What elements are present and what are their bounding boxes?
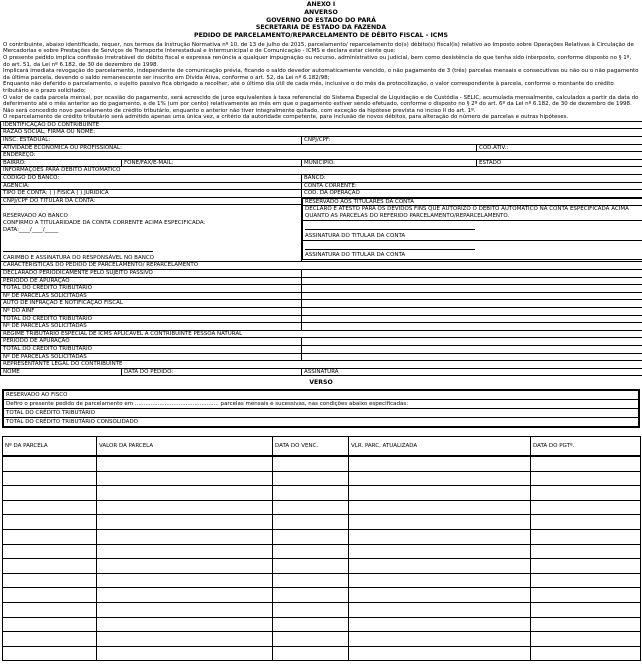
account-field[interactable]: CONTA CORRENTE: — [302, 182, 642, 190]
holder-signature-label: ASSINATURA DO TITULAR DA CONTA — [305, 233, 405, 239]
period-value[interactable] — [302, 277, 642, 285]
table-cell[interactable] — [531, 515, 641, 530]
table-cell[interactable] — [349, 471, 531, 486]
table-cell[interactable] — [349, 588, 531, 603]
infraction-label: AUTO DE INFRAÇÃO E NOTIFICAÇÃO FISCAL — [1, 300, 302, 308]
special-regime-label: REGIME TRIBUTÁRIO ESPECIAL DE ICMS APLICÁVEL A CONTRIBUINTE PESSOA NATURAL — [1, 330, 642, 338]
total-credit-value[interactable] — [302, 345, 642, 353]
date-field[interactable]: DATA:____/____/_____ — [3, 227, 299, 234]
holder-cnpj-field[interactable]: CNPJ/CPF DO TITULAR DA CONTA: — [1, 197, 302, 205]
table-cell[interactable] — [349, 457, 531, 472]
intro-paragraph: O reparcelamento de crédito tributário será admitido apenas uma única vez, a critério da autoridade competente, para inclusão de novos débitos, para alteração do número de parcelas e outras hipóteses. — [3, 114, 639, 121]
holder-signature-label: ASSINATURA DO TITULAR DA CONTA — [305, 252, 405, 258]
table-row — [3, 646, 641, 661]
signature-line — [305, 241, 475, 250]
installments-label: Nº DE PARCELAS SOLICITADAS — [1, 292, 302, 300]
column-header: Nº DA PARCELA — [3, 437, 97, 456]
table-cell[interactable] — [3, 544, 97, 559]
table-cell[interactable] — [349, 515, 531, 530]
installments-label: Nº DE PARCELAS SOLICITADAS — [1, 353, 302, 361]
column-header: DATA DO VENC. — [273, 437, 349, 456]
installments-label: Nº DE PARCELAS SOLICITADAS — [1, 323, 302, 331]
bank-reserved-label: RESERVADO AO BANCO — [3, 213, 299, 220]
neighborhood-field[interactable]: BAIRRO: — [1, 159, 122, 167]
installments-table — [2, 436, 641, 456]
address-field[interactable]: ENDEREÇO: — [1, 152, 642, 160]
section-characteristics: CARACTERÍSTICAS DO PEDIDO DE PARCELAMENTO/ REPARCELAMENTO — [1, 262, 642, 270]
table-cell[interactable] — [349, 602, 531, 617]
table-cell[interactable] — [349, 544, 531, 559]
table-cell[interactable] — [531, 602, 641, 617]
intro-paragraph: Não será concedido novo parcelamento de crédito tributário, enquanto o anterior não tiver integralmente quitado, com exceção da hipótese prevista no inciso II do art. 1º. — [3, 108, 639, 115]
confirm-text: CONFIRMO A TITULARIDADE DA CONTA CORRENTE ACIMA ESPECIFICADA: — [3, 220, 299, 227]
table-cell[interactable] — [3, 617, 97, 632]
table-cell[interactable] — [531, 588, 641, 603]
table-cell[interactable] — [273, 588, 349, 603]
activity-code-field[interactable]: COD.ATIV.: — [477, 144, 642, 152]
installments-value[interactable] — [302, 323, 642, 331]
intro-paragraph: O contribuinte, abaixo identificado, requer, nos termos da Instrução Normativa nº 10, de 13 de julho de 2015, parcelamento/ reparcelamento do(s) débito(s) fiscal(is) relativo ao Imposto sobre Operações Relativas à Circulação de Mercadorias e sobre Prestações de Serviços de Transporte Interestadual e Intermunicipal e de Comunicação - ICMS e declara estar ciente que: — [3, 42, 639, 55]
table-cell[interactable] — [3, 471, 97, 486]
total-credit-label: TOTAL DO CRÉDITO TRIBUTÁRIO — [1, 285, 302, 293]
table-cell[interactable] — [273, 632, 349, 647]
table-row — [3, 486, 641, 501]
signature-field[interactable]: ASSINATURA — [302, 368, 642, 376]
table-cell[interactable] — [97, 617, 273, 632]
intro-paragraph: O valor de cada parcela mensal, por ocasião do pagamento, será acrescido de juros equivalentes à taxa referencial do Sistema Especial de Liquidação e de Custódia - SELIC, acumulada mensalmente, calculados a partir da data do deferimento até o mês anterior ao do pagamento, e de 1% (um por cento) relativamente ao mês em que o pagamento estiver sendo efetuado, conforme o disposto no § 2º do art. 6º da Lei nº 6.182, de 30 de dezembro de 1998. — [3, 95, 639, 108]
table-cell[interactable] — [531, 632, 641, 647]
column-header: VLR. PARC. ATUALIZADA — [349, 437, 531, 456]
section-identification: IDENTIFICAÇÃO DO CONTRIBUINTE — [1, 121, 642, 129]
table-cell[interactable] — [531, 471, 641, 486]
table-cell[interactable] — [349, 500, 531, 515]
table-cell[interactable] — [349, 559, 531, 574]
account-type-field[interactable]: TIPO DE CONTA: ( ) FÍSICA ( ) JURÍDICA — [1, 190, 302, 198]
signature-line — [305, 221, 475, 230]
table-cell[interactable] — [97, 632, 273, 647]
table-cell[interactable] — [273, 573, 349, 588]
table-cell[interactable] — [349, 632, 531, 647]
name-field[interactable]: NOME — [1, 368, 122, 376]
table-cell[interactable] — [97, 471, 273, 486]
verso-title: VERSO — [0, 379, 642, 387]
table-cell[interactable] — [273, 486, 349, 501]
table-cell[interactable] — [273, 544, 349, 559]
table-cell[interactable] — [3, 530, 97, 545]
city-field[interactable]: MUNICÍPIO: — [302, 159, 477, 167]
table-cell[interactable] — [97, 530, 273, 545]
table-cell[interactable] — [3, 573, 97, 588]
table-cell[interactable] — [3, 646, 97, 661]
table-cell[interactable] — [273, 471, 349, 486]
table-row — [3, 500, 641, 515]
table-cell[interactable] — [97, 457, 273, 472]
form-page — [0, 1, 642, 672]
table-cell[interactable] — [3, 559, 97, 574]
holders-reserved-label: RESERVADO AOS TITULARES DA CONTA — [303, 198, 642, 206]
holder-signature-2[interactable] — [303, 240, 642, 259]
table-cell[interactable] — [3, 588, 97, 603]
operation-code-field[interactable]: COD. DA OPERAÇÃO — [302, 190, 642, 198]
table-cell[interactable] — [531, 500, 641, 515]
column-header: VALOR DA PARCELA — [97, 437, 273, 456]
intro-paragraph: O presente pedido implica confissão irretratável do débito fiscal e expressa renúncia a qualquer impugnação ou recurso, administrativo ou judicial, bem como desistência do que tenha sido interposto, conforme disposto no § 1º, do art. 51, da Lei nº 6.182, de 30 de dezembro de 1998. — [3, 55, 639, 68]
holders-block — [302, 197, 642, 262]
table-cell[interactable] — [97, 602, 273, 617]
infraction-value[interactable] — [302, 300, 642, 308]
table-cell[interactable] — [531, 530, 641, 545]
consolidated-credit-field[interactable]: TOTAL DO CRÉDITO TRIBUTÁRIO CONSOLIDADO — [4, 418, 639, 427]
section-auto-debit: INFORMAÇÕES PARA DÉBITO AUTOMÁTICO — [1, 167, 642, 175]
declared-label: DECLARADO PERIODICAMENTE PELO SUJEITO PASSIVO — [1, 269, 302, 277]
header — [0, 1, 642, 40]
table-cell[interactable] — [97, 559, 273, 574]
table-cell[interactable] — [273, 500, 349, 515]
total-credit-label: TOTAL DO CRÉDITO TRIBUTÁRIO — [1, 315, 302, 323]
table-row — [3, 573, 641, 588]
table-cell[interactable] — [531, 457, 641, 472]
company-name-field[interactable]: RAZÃO SOCIAL, FIRMA OU NOME: — [1, 129, 642, 137]
table-cell[interactable] — [273, 457, 349, 472]
table-cell[interactable] — [3, 457, 97, 472]
economic-activity-field[interactable]: ATIVIDADE ECONÔMICA OU PROFISSIONAL: — [1, 144, 477, 152]
ainf-label: Nº DO AINF — [1, 307, 302, 315]
bank-reserved-block — [1, 205, 302, 262]
table-cell[interactable] — [531, 646, 641, 661]
table-row — [3, 530, 641, 545]
table-cell[interactable] — [3, 515, 97, 530]
installments-value[interactable] — [302, 353, 642, 361]
table-cell[interactable] — [273, 530, 349, 545]
holder-signature-1[interactable] — [303, 221, 642, 240]
contributor-form — [0, 121, 642, 376]
period-label: PERÍODO DE APURAÇÃO — [1, 338, 302, 346]
installments-body — [2, 456, 641, 661]
total-credit-field[interactable]: TOTAL DO CRÉDITO TRIBUTÁRIO — [4, 409, 639, 418]
table-cell[interactable] — [349, 486, 531, 501]
table-cell[interactable] — [273, 515, 349, 530]
cnpj-field[interactable]: CNPJ/CPF: — [302, 137, 642, 145]
table-cell[interactable] — [531, 544, 641, 559]
table-cell[interactable] — [97, 515, 273, 530]
total-credit-label: TOTAL DO CRÉDITO TRIBUTÁRIO — [1, 345, 302, 353]
table-cell[interactable] — [349, 646, 531, 661]
table-cell[interactable] — [273, 602, 349, 617]
intro-paragraph: Implicará imediata revogação do parcelamento, independente de comunicação prévia, ficando o saldo devedor automaticamente vencido, o não pagamento de 3 (três) parcelas mensais e consecutivas ou não ou o não pagamento da última parcela, devendo o saldo remanescente ser inscrito em Dívida Ativa, conforme o art. 52, da Lei nº 6.182/98; — [3, 68, 639, 81]
agency-field[interactable]: AGÊNCIA: — [1, 182, 302, 190]
table-cell[interactable] — [3, 632, 97, 647]
table-cell[interactable] — [531, 573, 641, 588]
intro-text — [0, 42, 642, 121]
table-cell[interactable] — [3, 486, 97, 501]
phone-field[interactable]: FONE/FAX/E-MAIL: — [122, 159, 302, 167]
intro-paragraph: Enquanto não deferido o parcelamento, o sujeito passivo fica obrigado a recolher, até o último dia útil de cada mês, inclusive o do mês da protocolização, o valor correspondente à parcela, conforme o montante do crédito tributário e o prazo solicitado; — [3, 81, 639, 94]
table-cell[interactable] — [531, 559, 641, 574]
state-field[interactable]: ESTADO — [477, 159, 642, 167]
bank-code-field[interactable]: CÓDIGO DO BANCO: — [1, 175, 302, 183]
period-label: PERÍODO DE APURAÇÃO — [1, 277, 302, 285]
table-row — [3, 632, 641, 647]
table-row — [3, 617, 641, 632]
side-label: ANVERSO — [0, 9, 642, 17]
legal-representative-label: REPRESENTANTE LEGAL DO CONTRIBUINTE — [1, 361, 642, 369]
table-cell[interactable] — [273, 617, 349, 632]
installments-value[interactable] — [302, 292, 642, 300]
bank-field[interactable]: BANCO: — [302, 175, 642, 183]
grant-text: Defiro o presente pedido de parcelamento em ................................................ parcelas mensais e sucessivas, nas condições abaixo especificadas: — [4, 400, 639, 409]
table-cell[interactable] — [349, 530, 531, 545]
declaration-text: DECLARO E ATESTO PARA OS DEVIDOS FINS QUE AUTORIZO O DÉBITO AUTOMÁTICO NA CONTA ESPECIFICADA ACIMA QUANTO AS PARCELAS DO REFERIDO PARCELAMENTO/REPARCELAMENTO. — [303, 206, 642, 221]
table-cell[interactable] — [97, 646, 273, 661]
table-row — [3, 559, 641, 574]
table-cell[interactable] — [531, 486, 641, 501]
table-cell[interactable] — [97, 500, 273, 515]
table-cell[interactable] — [97, 588, 273, 603]
declared-value[interactable] — [302, 269, 642, 277]
annex-label: ANEXO I — [0, 1, 642, 9]
table-cell[interactable] — [349, 617, 531, 632]
fisco-block — [2, 389, 640, 428]
total-credit-value[interactable] — [302, 315, 642, 323]
table-cell[interactable] — [3, 602, 97, 617]
bank-stamp-label: CARIMBO E ASSINATURA DO RESPONSÁVEL NO BANCO — [3, 255, 299, 262]
table-row — [3, 457, 641, 472]
table-cell[interactable] — [97, 544, 273, 559]
signature-line — [3, 243, 153, 252]
table-cell[interactable] — [273, 559, 349, 574]
period-value[interactable] — [302, 338, 642, 346]
fisco-reserved-label: RESERVADO AO FISCO — [4, 391, 639, 400]
table-row — [3, 471, 641, 486]
table-cell[interactable] — [349, 573, 531, 588]
table-cell[interactable] — [97, 486, 273, 501]
table-cell[interactable] — [531, 617, 641, 632]
table-cell[interactable] — [97, 573, 273, 588]
government-name: GOVERNO DO ESTADO DO PARÁ — [0, 17, 642, 25]
column-header: DATA DO PGTº. — [531, 437, 641, 456]
table-cell[interactable] — [273, 646, 349, 661]
table-row — [3, 602, 641, 617]
table-row — [3, 588, 641, 603]
form-title: PEDIDO DE PARCELAMENTO/REPARCELAMENTO DE DÉBITO FISCAL - ICMS — [0, 32, 642, 40]
state-registration-field[interactable]: INSC. ESTADUAL: — [1, 137, 302, 145]
secretariat-name: SECRETARIA DE ESTADO DA FAZENDA — [0, 24, 642, 32]
table-row — [3, 515, 641, 530]
total-credit-value[interactable] — [302, 285, 642, 293]
table-row — [3, 544, 641, 559]
request-date-field[interactable]: DATA DO PEDIDO: — [122, 368, 302, 376]
ainf-value[interactable] — [302, 307, 642, 315]
table-cell[interactable] — [3, 500, 97, 515]
